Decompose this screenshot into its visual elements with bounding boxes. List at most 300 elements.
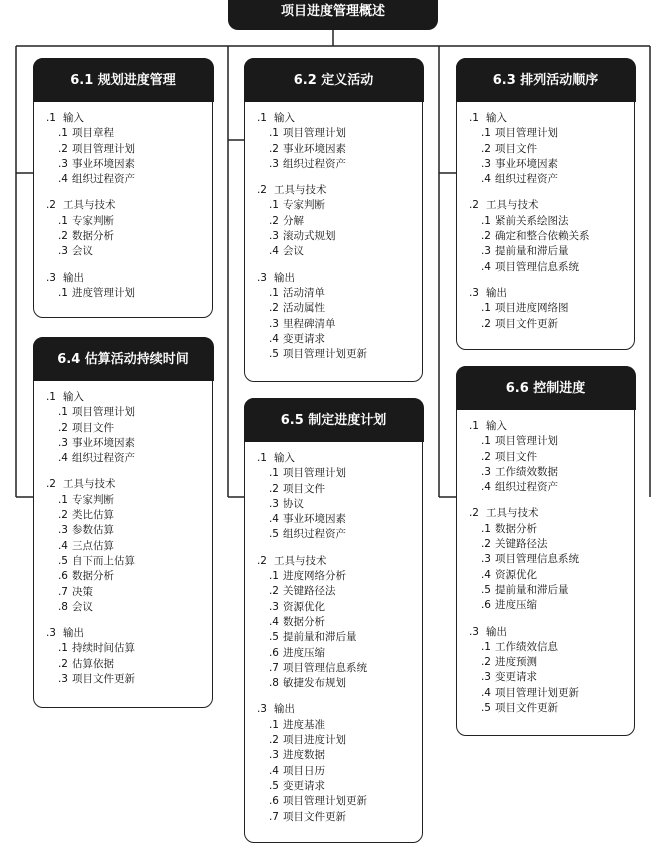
- section-label: 输出: [486, 286, 507, 299]
- list-item: [40, 451, 212, 466]
- list-item: [251, 733, 422, 748]
- item-label: 事业环境因素: [283, 513, 346, 526]
- list-item: [251, 718, 422, 733]
- section-label: 输出: [274, 271, 295, 284]
- list-item: [251, 646, 422, 661]
- item-number: .4: [268, 245, 279, 258]
- item-label: 项目文件: [283, 482, 325, 495]
- item-label: 工作绩效数据: [495, 465, 558, 478]
- section-heading: [251, 554, 422, 569]
- list-item: [40, 657, 212, 672]
- item-number: .5: [268, 528, 279, 541]
- item-label: 进度数据: [283, 749, 325, 762]
- item-number: .1: [268, 570, 279, 583]
- item-number: .2: [480, 142, 491, 155]
- item-label: 参数估算: [72, 524, 114, 537]
- item-number: .3: [268, 317, 279, 330]
- card-section: [463, 625, 634, 717]
- list-item: [40, 493, 212, 508]
- card-section: [251, 702, 422, 824]
- item-number: .2: [268, 585, 279, 598]
- item-label: 里程碑清单: [283, 317, 336, 330]
- process-card-6-2: [244, 58, 423, 382]
- list-item: [40, 157, 212, 172]
- process-card-6-4: [33, 337, 213, 708]
- list-item: [40, 436, 212, 451]
- section-heading: [40, 271, 212, 286]
- item-label: 进度基准: [283, 718, 325, 731]
- item-label: 项目管理计划: [72, 142, 135, 155]
- item-number: .1: [268, 467, 279, 480]
- item-number: .3: [268, 749, 279, 762]
- list-item: [251, 748, 422, 763]
- section-heading: [463, 111, 634, 126]
- process-card-6-3: [456, 58, 635, 350]
- item-label: 项目管理计划: [283, 127, 346, 140]
- item-number: .3: [480, 671, 491, 684]
- card-section: [463, 506, 634, 613]
- list-item: [251, 126, 422, 141]
- list-item: [463, 568, 634, 583]
- list-item: [251, 229, 422, 244]
- item-number: .2: [57, 421, 68, 434]
- item-number: .1: [268, 286, 279, 299]
- item-number: .1: [57, 286, 68, 299]
- item-label: 事业环境因素: [495, 157, 558, 170]
- list-item: [251, 142, 422, 157]
- section-label: 工具与技术: [274, 184, 327, 197]
- list-item: [463, 701, 634, 716]
- card-section: [251, 111, 422, 172]
- item-label: 进度网络分析: [283, 570, 346, 583]
- list-item: [40, 286, 212, 301]
- list-item: [463, 537, 634, 552]
- section-label: 工具与技术: [486, 199, 539, 212]
- item-label: 进度压缩: [495, 599, 537, 612]
- item-label: 进度管理计划: [72, 286, 135, 299]
- list-item: [40, 585, 212, 600]
- card-body: [457, 419, 634, 727]
- section-label: 输出: [63, 627, 84, 640]
- section-number: .3: [468, 625, 479, 638]
- card-section: [251, 183, 422, 259]
- list-item: [40, 142, 212, 157]
- list-item: [251, 332, 422, 347]
- list-item: [251, 157, 422, 172]
- item-label: 敏捷发布规划: [283, 677, 346, 690]
- list-item: [463, 301, 634, 316]
- list-item: [40, 421, 212, 436]
- item-number: .7: [268, 810, 279, 823]
- list-item: [40, 229, 212, 244]
- item-number: .3: [268, 230, 279, 243]
- list-item: [40, 600, 212, 615]
- list-item: [251, 214, 422, 229]
- item-label: 项目管理计划: [495, 127, 558, 140]
- item-number: .1: [480, 640, 491, 653]
- item-label: 事业环境因素: [72, 157, 135, 170]
- list-item: [463, 229, 634, 244]
- section-heading: [463, 506, 634, 521]
- list-item: [463, 126, 634, 141]
- section-label: 输入: [486, 420, 507, 432]
- list-item: [40, 539, 212, 554]
- list-item: [40, 554, 212, 569]
- section-heading: [40, 111, 212, 126]
- section-number: .2: [256, 184, 267, 197]
- item-number: .3: [480, 157, 491, 170]
- item-label: 活动清单: [283, 286, 325, 299]
- section-number: .1: [45, 391, 56, 403]
- process-card-6-6: [456, 366, 635, 736]
- card-section: [463, 286, 634, 332]
- list-item: [40, 523, 212, 538]
- item-number: .4: [268, 615, 279, 628]
- item-label: 项目管理计划更新: [283, 795, 367, 808]
- section-label: 输入: [486, 112, 507, 124]
- card-title: 6.3 排列活动顺序: [456, 58, 636, 102]
- section-number: .2: [256, 554, 267, 567]
- item-label: 组织过程资产: [495, 173, 558, 186]
- item-number: .1: [268, 127, 279, 140]
- list-item: [463, 465, 634, 480]
- list-item: [251, 600, 422, 615]
- list-item: [463, 450, 634, 465]
- item-label: 变更请求: [283, 332, 325, 345]
- section-label: 输入: [63, 112, 84, 124]
- section-heading: [463, 419, 634, 434]
- item-label: 协议: [283, 497, 304, 510]
- item-number: .5: [57, 554, 68, 567]
- item-label: 资源优化: [283, 600, 325, 613]
- section-heading: [251, 271, 422, 286]
- list-item: [251, 317, 422, 332]
- item-label: 进度压缩: [283, 646, 325, 659]
- item-label: 关键路径法: [283, 585, 336, 598]
- item-number: .2: [480, 317, 491, 330]
- item-label: 工作绩效信息: [495, 640, 558, 653]
- section-heading: [40, 626, 212, 641]
- item-label: 事业环境因素: [72, 436, 135, 449]
- item-number: .5: [268, 631, 279, 644]
- section-label: 输入: [274, 452, 295, 464]
- list-item: [463, 686, 634, 701]
- list-item: [251, 569, 422, 584]
- item-number: .2: [268, 142, 279, 155]
- item-number: .2: [57, 509, 68, 522]
- item-label: 项目管理信息系统: [495, 260, 579, 273]
- card-section: [251, 271, 422, 363]
- item-label: 决策: [72, 585, 93, 598]
- item-label: 类比估算: [72, 509, 114, 522]
- item-number: .7: [57, 585, 68, 598]
- item-number: .1: [480, 127, 491, 140]
- list-item: [40, 569, 212, 584]
- process-card-6-1: [33, 58, 213, 318]
- item-number: .4: [57, 452, 68, 465]
- list-item: [251, 661, 422, 676]
- item-label: 项目章程: [72, 127, 114, 140]
- list-item: [463, 214, 634, 229]
- list-item: [463, 522, 634, 537]
- list-item: [251, 244, 422, 259]
- item-number: .4: [268, 764, 279, 777]
- item-number: .3: [268, 497, 279, 510]
- section-label: 工具与技术: [63, 478, 116, 491]
- item-number: .2: [480, 538, 491, 551]
- item-number: .8: [57, 600, 68, 613]
- item-label: 项目管理计划: [72, 406, 135, 419]
- list-item: [40, 405, 212, 420]
- item-number: .7: [268, 661, 279, 674]
- card-title: 6.6 控制进度: [456, 366, 636, 410]
- item-label: 项目日历: [283, 764, 325, 777]
- item-label: 变更请求: [283, 779, 325, 792]
- item-label: 资源优化: [495, 568, 537, 581]
- item-number: .2: [268, 302, 279, 315]
- section-number: .1: [45, 112, 56, 124]
- item-label: 项目管理计划更新: [283, 348, 367, 361]
- section-heading: [251, 451, 422, 466]
- card-body: [457, 111, 634, 343]
- item-label: 会议: [72, 600, 93, 613]
- card-section: [40, 271, 212, 302]
- item-label: 项目文件更新: [495, 702, 558, 715]
- item-number: .1: [480, 214, 491, 227]
- list-item: [463, 434, 634, 449]
- item-number: .4: [480, 173, 491, 186]
- section-number: .3: [256, 703, 267, 716]
- section-heading: [463, 625, 634, 640]
- list-item: [463, 317, 634, 332]
- item-number: .2: [57, 230, 68, 243]
- item-label: 项目管理计划: [495, 435, 558, 448]
- section-number: .3: [45, 627, 56, 640]
- list-item: [463, 670, 634, 685]
- section-heading: [251, 702, 422, 717]
- list-item: [251, 512, 422, 527]
- item-number: .2: [268, 734, 279, 747]
- section-heading: [40, 477, 212, 492]
- card-section: [40, 477, 212, 615]
- section-label: 输入: [274, 112, 295, 124]
- item-label: 数据分析: [72, 570, 114, 583]
- item-label: 项目文件: [495, 450, 537, 463]
- card-body: [245, 111, 422, 373]
- item-label: 活动属性: [283, 302, 325, 315]
- item-number: .4: [57, 539, 68, 552]
- item-number: .3: [57, 673, 68, 686]
- item-label: 组织过程资产: [283, 157, 346, 170]
- section-number: .1: [256, 112, 267, 124]
- item-label: 项目管理计划更新: [495, 686, 579, 699]
- list-item: [251, 198, 422, 213]
- item-label: 滚动式规划: [283, 230, 336, 243]
- item-label: 组织过程资产: [72, 452, 135, 465]
- list-item: [40, 641, 212, 656]
- list-item: [463, 260, 634, 275]
- item-label: 项目文件更新: [283, 810, 346, 823]
- item-number: .3: [480, 465, 491, 478]
- card-title: 6.2 定义活动: [244, 58, 424, 102]
- list-item: [463, 244, 634, 259]
- list-item: [251, 584, 422, 599]
- item-label: 确定和整合依赖关系: [495, 230, 590, 243]
- item-number: .1: [480, 435, 491, 448]
- item-label: 项目管理信息系统: [283, 661, 367, 674]
- item-number: .5: [480, 583, 491, 596]
- card-section: [463, 419, 634, 495]
- item-label: 提前量和滞后量: [495, 245, 569, 258]
- list-item: [463, 480, 634, 495]
- section-label: 输出: [274, 703, 295, 716]
- list-item: [463, 142, 634, 157]
- item-label: 事业环境因素: [283, 142, 346, 155]
- card-section: [40, 198, 212, 259]
- item-label: 项目文件: [72, 421, 114, 434]
- item-label: 专家判断: [283, 199, 325, 212]
- card-body: [34, 111, 212, 312]
- list-item: [251, 286, 422, 301]
- item-label: 分解: [283, 214, 304, 227]
- item-number: .2: [57, 657, 68, 670]
- section-number: .1: [468, 420, 479, 432]
- item-number: .4: [480, 481, 491, 494]
- section-number: .2: [45, 478, 56, 491]
- list-item: [40, 508, 212, 523]
- item-label: 持续时间估算: [72, 642, 135, 655]
- card-title: 6.1 规划进度管理: [33, 58, 214, 102]
- list-item: [251, 810, 422, 825]
- item-number: .4: [480, 686, 491, 699]
- item-label: 专家判断: [72, 493, 114, 506]
- item-label: 组织过程资产: [495, 481, 558, 494]
- list-item: [251, 676, 422, 691]
- item-number: .6: [268, 646, 279, 659]
- item-label: 三点估算: [72, 539, 114, 552]
- item-number: .4: [57, 173, 68, 186]
- item-number: .4: [268, 332, 279, 345]
- list-item: [40, 244, 212, 259]
- card-section: [463, 111, 634, 187]
- item-label: 项目文件更新: [495, 317, 558, 330]
- item-number: .1: [268, 718, 279, 731]
- section-heading: [251, 183, 422, 198]
- item-number: .5: [268, 779, 279, 792]
- item-number: .2: [480, 656, 491, 669]
- list-item: [251, 794, 422, 809]
- item-label: 项目管理计划: [283, 467, 346, 480]
- section-heading: [251, 111, 422, 126]
- item-number: .1: [57, 642, 68, 655]
- card-section: [251, 451, 422, 543]
- card-section: [463, 198, 634, 274]
- item-number: .2: [268, 482, 279, 495]
- item-label: 提前量和滞后量: [283, 631, 357, 644]
- item-number: .5: [480, 702, 491, 715]
- item-number: .4: [480, 568, 491, 581]
- item-number: .6: [268, 795, 279, 808]
- item-label: 紧前关系绘图法: [495, 214, 569, 227]
- list-item: [251, 301, 422, 316]
- section-number: .2: [45, 199, 56, 212]
- list-item: [463, 640, 634, 655]
- item-label: 组织过程资产: [72, 173, 135, 186]
- item-label: 项目进度网络图: [495, 302, 569, 315]
- section-label: 输出: [486, 625, 507, 638]
- list-item: [251, 497, 422, 512]
- item-number: .3: [480, 553, 491, 566]
- list-item: [463, 655, 634, 670]
- item-label: 会议: [283, 245, 304, 258]
- item-label: 进度预测: [495, 656, 537, 669]
- item-label: 估算依据: [72, 657, 114, 670]
- section-number: .1: [256, 452, 267, 464]
- card-title: 6.5 制定进度计划: [244, 398, 424, 442]
- section-heading: [40, 390, 212, 405]
- item-number: .3: [57, 245, 68, 258]
- list-item: [251, 482, 422, 497]
- item-number: .6: [480, 599, 491, 612]
- overview-title: 项目进度管理概述: [228, 0, 438, 30]
- list-item: [463, 157, 634, 172]
- item-number: .1: [480, 522, 491, 535]
- item-label: 数据分析: [72, 230, 114, 243]
- item-label: 关键路径法: [495, 538, 548, 551]
- list-item: [40, 172, 212, 187]
- list-item: [463, 172, 634, 187]
- list-item: [251, 764, 422, 779]
- card-section: [251, 554, 422, 692]
- item-label: 专家判断: [72, 214, 114, 227]
- list-item: [251, 347, 422, 362]
- section-label: 输出: [63, 271, 84, 284]
- item-number: .3: [57, 157, 68, 170]
- list-item: [251, 615, 422, 630]
- list-item: [251, 779, 422, 794]
- item-number: .4: [480, 260, 491, 273]
- item-number: .3: [268, 157, 279, 170]
- section-number: .2: [468, 507, 479, 520]
- card-title: 6.4 估算活动持续时间: [33, 337, 214, 381]
- item-number: .3: [57, 524, 68, 537]
- item-label: 项目进度计划: [283, 734, 346, 747]
- item-number: .5: [268, 348, 279, 361]
- item-number: .1: [57, 493, 68, 506]
- section-heading: [40, 198, 212, 213]
- item-number: .3: [268, 600, 279, 613]
- item-number: .2: [480, 230, 491, 243]
- list-item: [251, 527, 422, 542]
- process-card-6-5: [244, 398, 423, 843]
- list-item: [40, 672, 212, 687]
- item-label: 组织过程资产: [283, 528, 346, 541]
- item-label: 会议: [72, 245, 93, 258]
- item-number: .1: [480, 302, 491, 315]
- section-heading: [463, 286, 634, 301]
- list-item: [40, 214, 212, 229]
- list-item: [463, 583, 634, 598]
- section-number: .3: [468, 286, 479, 299]
- card-section: [40, 626, 212, 687]
- list-item: [463, 598, 634, 613]
- list-item: [251, 630, 422, 645]
- item-number: .1: [268, 199, 279, 212]
- item-label: 项目文件: [495, 142, 537, 155]
- section-number: .3: [45, 271, 56, 284]
- section-number: .1: [468, 112, 479, 124]
- item-label: 项目文件更新: [72, 673, 135, 686]
